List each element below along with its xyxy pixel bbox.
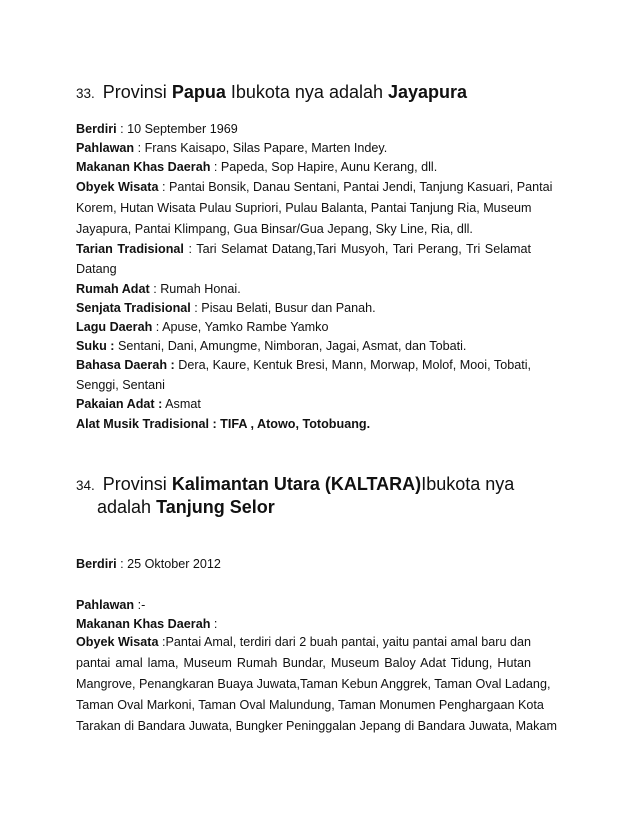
suku-label: Suku : [76, 339, 115, 353]
lagu-label: Lagu Daerah [76, 320, 153, 334]
obyek-value: :Pantai Amal, terdiri dari 2 buah pantai, yaitu pantai amal baru dan [162, 635, 532, 649]
pahlawan-label: Pahlawan [76, 598, 135, 612]
makanan-label: Makanan Khas Daerah [76, 617, 211, 631]
tarian-value: : Tari Selamat Datang,Tari Musyoh, Tari Perang, Tri Selamat [188, 242, 532, 256]
pakaian-value: Asmat [165, 397, 201, 411]
obyek-line-2: Korem, Hutan Wisata Pulau Supriori, Pulau Balanta, Pantai Tanjung Ria, Museum [76, 201, 532, 215]
obyek-line-2: pantai amal lama, Museum Rumah Bundar, Museum Baloy Adat Tidung, Hutan [76, 656, 531, 670]
pakaian-label: Pakaian Adat : [76, 397, 163, 411]
obyek-line-1 [76, 634, 531, 650]
berdiri-value: : 25 Oktober 2012 [120, 557, 221, 571]
section-number: 33. [76, 86, 95, 101]
berdiri-line [76, 121, 238, 137]
obyek-line-5: Tarakan di Bandara Juwata, Bungker Peninggalan Jepang di Bandara Juwata, Makam [76, 719, 557, 733]
pahlawan-line [76, 597, 145, 613]
bahasa-value: Dera, Kaure, Kentuk Bresi, Mann, Morwap, Molof, Mooi, Tobati, [178, 358, 532, 372]
makanan-label: Makanan Khas Daerah [76, 160, 211, 174]
heading-mid: Ibukota nya [421, 474, 515, 494]
makanan-value: : [213, 617, 218, 631]
bahasa-line-2: Senggi, Sentani [76, 378, 165, 392]
makanan-value: : Papeda, Sop Hapire, Aunu Kerang, dll. [213, 160, 438, 174]
pahlawan-value: : Frans Kaisapo, Silas Papare, Marten Indey. [137, 141, 388, 155]
obyek-line-3: Jayapura, Pantai Klimpang, Gua Binsar/Gua Jepang, Sky Line, Ria, dll. [76, 222, 473, 236]
pahlawan-label: Pahlawan [76, 141, 135, 155]
suku-value: Sentani, Dani, Amungme, Nimboran, Jagai, Asmat, dan Tobati. [117, 339, 467, 353]
berdiri-value: : 10 September 1969 [120, 122, 238, 136]
rumah-value: : Rumah Honai. [153, 282, 241, 296]
pakaian-line [76, 396, 201, 412]
lagu-value: : Apuse, Yamko Rambe Yamko [155, 320, 329, 334]
heading-prefix: Provinsi [102, 474, 167, 494]
makanan-line [76, 616, 217, 632]
lagu-line [76, 319, 328, 335]
alat-musik-line [76, 416, 370, 432]
obyek-label: Obyek Wisata [76, 635, 159, 649]
section-33-heading [76, 80, 467, 106]
obyek-line-3: Mangrove, Penangkaran Buaya Juwata,Taman Kebun Anggrek, Taman Oval Ladang, [76, 677, 551, 691]
section-number: 34. [76, 478, 95, 493]
heading-prefix: Provinsi [102, 82, 167, 102]
berdiri-line [76, 556, 221, 572]
senjata-line [76, 300, 376, 316]
alat-musik-text: Alat Musik Tradisional : TIFA , Atowo, Totobuang. [76, 417, 371, 431]
suku-line [76, 338, 466, 354]
capital-name: Tanjung Selor [156, 497, 275, 517]
rumah-line [76, 281, 241, 297]
obyek-line-4: Taman Oval Markoni, Taman Oval Malundung, Taman Monumen Penghargaan Kota [76, 698, 544, 712]
section-34-heading-line-2 [97, 495, 275, 519]
pahlawan-value: :- [137, 598, 146, 612]
berdiri-label: Berdiri [76, 557, 117, 571]
obyek-label: Obyek Wisata [76, 180, 159, 194]
tarian-label: Tarian Tradisional [76, 242, 184, 256]
tarian-line-2: Datang [76, 262, 117, 276]
senjata-label: Senjata Tradisional [76, 301, 191, 315]
bahasa-line-1 [76, 357, 531, 373]
senjata-value: : Pisau Belati, Busur dan Panah. [194, 301, 376, 315]
province-name: Papua [171, 82, 226, 102]
heading-mid: Ibukota nya adalah [230, 82, 383, 102]
berdiri-label: Berdiri [76, 122, 117, 136]
pahlawan-line [76, 140, 387, 156]
rumah-label: Rumah Adat [76, 282, 150, 296]
province-name: Kalimantan Utara (KALTARA) [171, 474, 422, 494]
obyek-line-1 [76, 179, 553, 195]
bahasa-label: Bahasa Daerah : [76, 358, 175, 372]
makanan-line [76, 159, 437, 175]
capital-name: Jayapura [388, 82, 468, 102]
obyek-value: : Pantai Bonsik, Danau Sentani, Pantai Jendi, Tanjung Kasuari, Pantai [161, 180, 553, 194]
tarian-line-1 [76, 241, 531, 257]
heading-line2-prefix: adalah [97, 497, 152, 517]
